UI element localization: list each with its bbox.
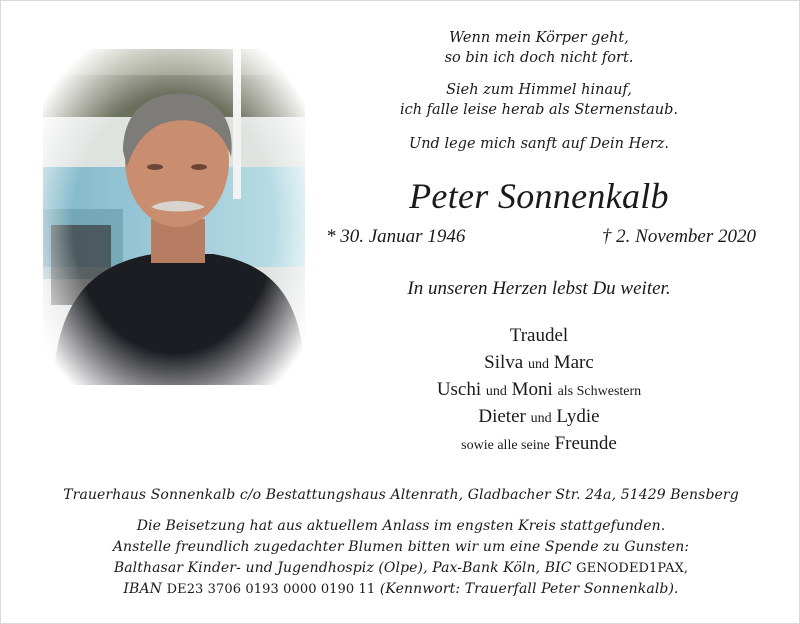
footer-notes: [21, 485, 781, 600]
footer-line: Anstelle freundlich zugedachter Blumen bitten wir um eine Spende zu Gunsten:: [112, 539, 690, 555]
connector-word: und: [530, 411, 552, 426]
bic-code: GENODED1PAX,: [576, 561, 689, 576]
poem-line: Sieh zum Himmel hinauf,: [446, 82, 632, 98]
iban-number: DE23 3706 0193 0000 0190 11: [166, 582, 376, 597]
connector-word: sowie alle seine: [461, 438, 550, 453]
mourner-name: Moni: [511, 379, 553, 400]
relation-note: als Schwestern: [557, 384, 642, 399]
mourner-row: [361, 403, 717, 430]
mourner-row: [361, 322, 717, 349]
poem-line: Und lege mich sanft auf Dein Herz.: [409, 136, 669, 152]
poem-stanza-3: [341, 134, 737, 154]
mourner-row: [361, 349, 717, 376]
iban-label: IBAN: [123, 581, 163, 597]
death-date: † 2. November 2020: [601, 226, 756, 247]
portrait-photo: [43, 49, 305, 385]
spacer: [21, 506, 781, 516]
mourner-name: Lydie: [556, 406, 600, 427]
poem-stanza-2: [341, 80, 737, 120]
footer-line: [21, 558, 781, 579]
poem-stanza-1: [341, 28, 737, 68]
mourner-row: [361, 376, 717, 403]
poem-line: so bin ich doch nicht fort.: [444, 50, 634, 66]
footer-line: Die Beisetzung hat aus aktuellem Anlass im engsten Kreis stattgefunden.: [136, 518, 666, 534]
portrait-image: [43, 49, 305, 385]
connector-word: und: [485, 384, 507, 399]
donation-keyword: (Kennwort: Trauerfall Peter Sonnenkalb).: [379, 581, 679, 597]
poem-line: ich falle leise herab als Sternenstaub.: [399, 102, 679, 118]
footer-line: [21, 579, 781, 600]
mourner-name: Freunde: [554, 433, 617, 454]
mourners-list: [361, 322, 717, 457]
deceased-name: Peter Sonnenkalb: [409, 176, 669, 216]
mourner-name: Silva: [484, 352, 524, 373]
mourner-name: Uschi: [436, 379, 482, 400]
connector-word: und: [527, 357, 549, 372]
poem-line: Wenn mein Körper geht,: [449, 30, 629, 46]
house-address: Trauerhaus Sonnenkalb c/o Bestattungshaus Altenrath, Gladbacher Str. 24a, 51429 Bensberg: [63, 487, 739, 503]
mourner-name: Marc: [553, 352, 594, 373]
mourner-name: Traudel: [509, 325, 569, 346]
mourner-row: [361, 430, 717, 457]
mourner-name: Dieter: [478, 406, 526, 427]
birth-date: * 30. Januar 1946: [326, 226, 466, 247]
donation-recipient: Balthasar Kinder- und Jugendhospiz (Olpe), Pax-Bank Köln, BIC: [113, 560, 572, 576]
motto: In unseren Herzen lebst Du weiter.: [407, 278, 671, 299]
